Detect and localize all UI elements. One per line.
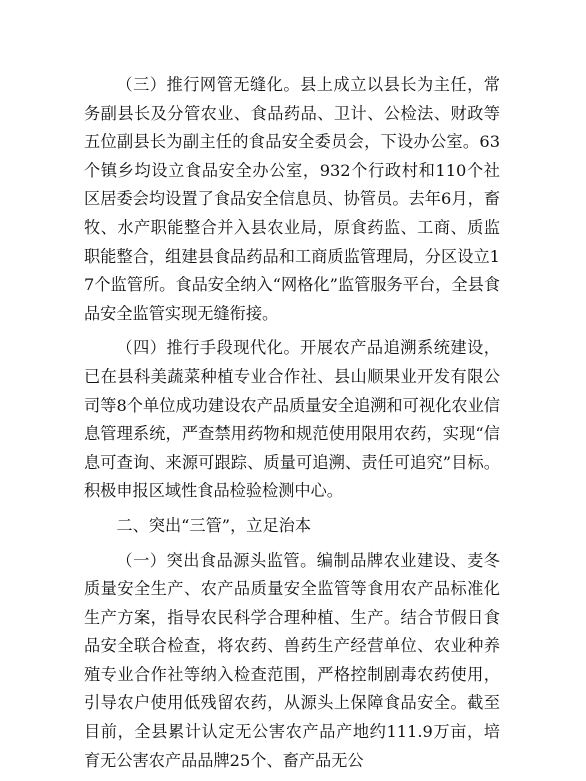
paragraph-modernization: （四）推行手段现代化。开展农产品追溯系统建设，已在县科美蔬菜种植专业合作社、县山顺果业开发有限公司等8个单位成功建设农产品质量安全追溯和可视化农业信息管理系统，严查禁用药物和规范使用限用农药，实现“信息可查询、来源可跟踪、质量可追溯、责任可追究”目标。积极申报区域性食品检验检测中心。 [84,338,500,501]
section-heading: 二、突出“三管”，立足治本 [116,515,312,535]
paragraph-network-management: （三）推行网管无缝化。县上成立以县长为主任，常务副县长及分管农业、食品药品、卫计、公检法、财政等五位副县长为副主任的食品安全委员会，下设办公室。63个镇乡均设立食品安全办公室，932个行政村和110个社区居委会均设置了食品安全信息员、协管员。去年6月，畜牧、水产职能整合并入县农业局，原食药监、工商、质监职能整合，组建县食品药品和工商质监管理局，分区设立17个监管所。食品安全纳入“网格化”监管服务平台，全县食品安全监管实现无缝衔接。 [84,75,500,323]
paragraph-source-supervision: （一）突出食品源头监管。编制品牌农业建设、麦冬质量安全生产、农产品质量安全监管等食用农产品标准化生产方案，指导农民科学合理种植、生产。结合节假日食品安全联合检查，将农药、兽药生产经营单位、农业种养殖专业合作社等纳入检查范围，严格控制剧毒农药使用，引导农户使用低残留农药，从源头上保障食品安全。截至目前，全县累计认定无公害农产品产地约111.9万亩，培育无公害农产品品牌25个、畜产品无公 [84,550,500,770]
document-page [84,71,500,781]
